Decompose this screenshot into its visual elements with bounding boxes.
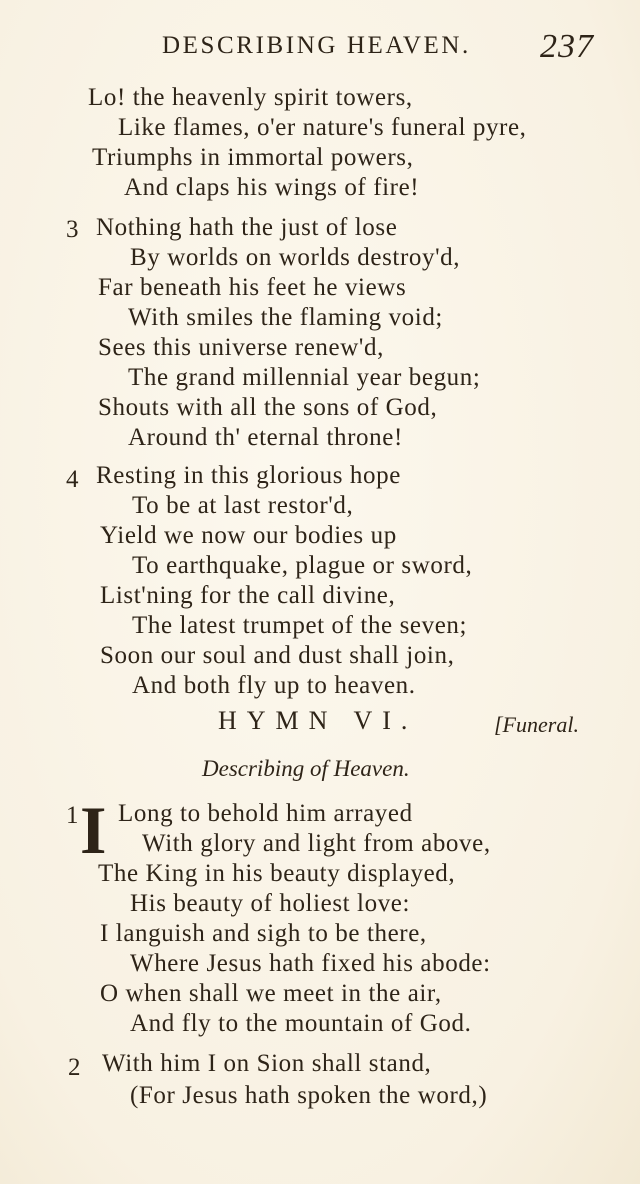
verse-line: To be at last restor'd, [132, 492, 354, 519]
verse-line: Nothing hath the just of lose [96, 214, 398, 241]
verse-line: Where Jesus hath fixed his abode: [130, 950, 491, 977]
stanza-number: 3 [66, 216, 79, 243]
verse-line: Far beneath his feet he views [98, 274, 407, 301]
verse-line: The grand millennial year begun; [128, 364, 481, 391]
verse-line: The latest trumpet of the seven; [132, 612, 468, 639]
verse-line: O when shall we meet in the air, [100, 980, 442, 1007]
verse-line: Yield we now our bodies up [100, 522, 397, 549]
verse-line: And claps his wings of fire! [124, 174, 420, 201]
stanza-number: 2 [68, 1054, 81, 1081]
hymn-tag: [Funeral. [494, 712, 579, 737]
verse-line: Triumphs in immortal powers, [92, 144, 414, 171]
verse-line: List'ning for the call divine, [100, 582, 396, 609]
verse-line: I languish and sigh to be there, [100, 920, 427, 947]
page-number: 237 [540, 28, 594, 65]
verse-line: Resting in this glorious hope [96, 462, 401, 489]
verse-line: Like flames, o'er nature's funeral pyre, [118, 114, 527, 141]
verse-line: By worlds on worlds destroy'd, [130, 244, 461, 271]
verse-line: Soon our soul and dust shall join, [100, 642, 455, 669]
verse-line: The King in his beauty displayed, [98, 860, 456, 887]
verse-line: And fly to the mountain of God. [130, 1010, 472, 1037]
verse-line: Shouts with all the sons of God, [98, 394, 438, 421]
verse-line: Lo! the heavenly spirit towers, [88, 84, 413, 111]
stanza-number: 4 [66, 466, 79, 493]
stanza-number: 1 [66, 802, 79, 829]
verse-line: Long to behold him arrayed [118, 800, 413, 827]
verse-line: (For Jesus hath spoken the word,) [130, 1082, 488, 1109]
verse-line: And both fly up to heaven. [132, 672, 416, 699]
drop-cap: I [80, 792, 107, 868]
page-header [0, 28, 640, 68]
hymn-subtitle: Describing of Heaven. [202, 756, 410, 781]
hymn-title: HYMN VI. [218, 706, 418, 735]
verse-line: His beauty of holiest love: [130, 890, 411, 917]
verse-line: To earthquake, plague or sword, [132, 552, 473, 579]
verse-line: With him I on Sion shall stand, [102, 1050, 432, 1077]
verse-line: With smiles the flaming void; [128, 304, 443, 331]
running-head: DESCRIBING HEAVEN. [162, 32, 471, 59]
verse-line: Around th' eternal throne! [128, 424, 403, 451]
verse-line: Sees this universe renew'd, [98, 334, 384, 361]
verse-line: With glory and light from above, [142, 830, 491, 857]
